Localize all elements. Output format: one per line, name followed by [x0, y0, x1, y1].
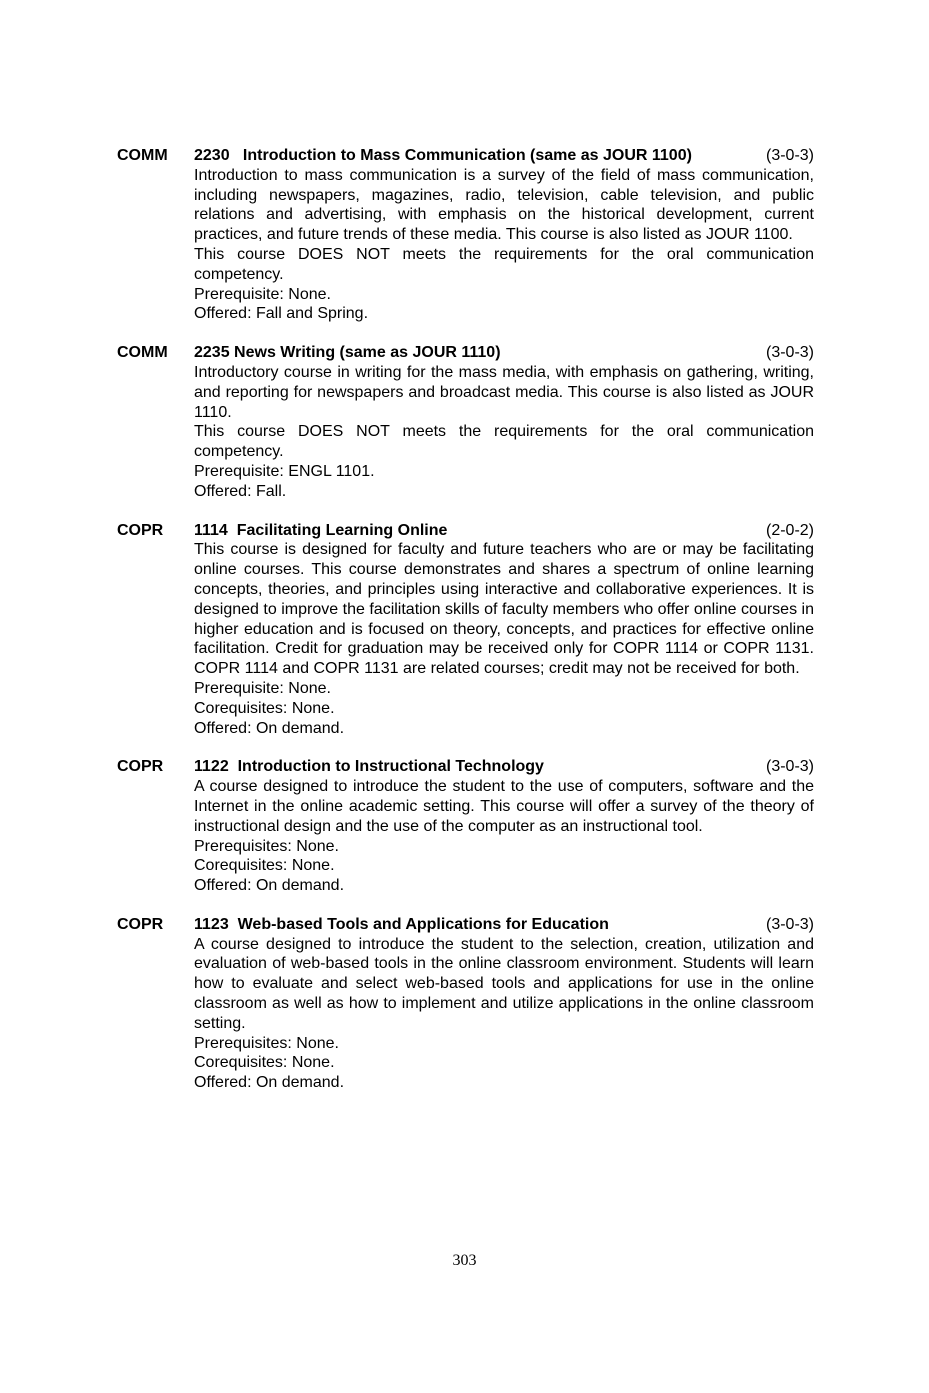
course-prefix: COPR	[117, 758, 164, 776]
course-offered: Offered: On demand.	[194, 1074, 345, 1092]
course-corequisite: Corequisites: None.	[194, 699, 335, 717]
course-title: 1114 Facilitating Learning Online	[194, 521, 448, 539]
course-credits: (3-0-3)	[765, 147, 814, 164]
course-prefix: COPR	[117, 915, 164, 933]
course-body	[194, 146, 814, 324]
course-entry	[117, 146, 814, 324]
course-offered: Offered: Fall and Spring.	[194, 305, 369, 323]
course-prerequisite: Prerequisites: None.	[194, 1034, 339, 1052]
course-note: This course DOES NOT meets the requirements for the oral communication competency.	[194, 245, 814, 283]
course-entry	[117, 915, 814, 1093]
course-header	[194, 915, 814, 935]
course-offered: Offered: On demand.	[194, 719, 345, 737]
course-prerequisite: Prerequisite: ENGL 1101.	[194, 462, 375, 480]
course-description: Introductory course in writing for the mass media, with emphasis on gathering, writing, and reporting for newspapers and broadcast media. This course is also listed as JOUR 1110.	[194, 363, 814, 421]
course-header	[194, 146, 814, 166]
course-header	[194, 343, 814, 363]
course-description: Introduction to mass communication is a survey of the field of mass communication, including newspapers, magazines, radio, television, cable television, and public relations and advertising, with emphasis on the historical development, current practices, and future trends of these media. This course is also listed as JOUR 1100.	[194, 166, 814, 244]
course-body	[194, 343, 814, 501]
course-corequisite: Corequisites: None.	[194, 1054, 335, 1072]
course-title: 1123 Web-based Tools and Applications for Education	[194, 915, 609, 933]
course-body	[194, 757, 814, 896]
course-corequisite: Corequisites: None.	[194, 857, 335, 875]
course-header	[194, 521, 814, 541]
course-title: 1122 Introduction to Instructional Technology	[194, 758, 544, 776]
course-prerequisite: Prerequisites: None.	[194, 837, 339, 855]
course-title: 2230 Introduction to Mass Communication (same as JOUR 1100)	[194, 147, 692, 164]
course-entry	[117, 343, 814, 501]
course-note: This course DOES NOT meets the requirements for the oral communication competency.	[194, 423, 814, 461]
course-prerequisite: Prerequisite: None.	[194, 679, 331, 697]
course-description: A course designed to introduce the student to the selection, creation, utilization and evaluation of web-based tools in the online classroom environment. Students will learn how to evaluate and select web-based tools and applications for use in the online classroom as well as how to implement and utilize applications in the online classroom setting.	[194, 935, 814, 1032]
course-credits: (3-0-3)	[765, 758, 814, 776]
course-credits: (3-0-3)	[765, 344, 814, 362]
course-body	[194, 915, 814, 1093]
page-number: 303	[452, 1252, 477, 1269]
course-credits: (2-0-2)	[765, 521, 814, 539]
course-entry	[117, 757, 814, 896]
course-title: 2235 News Writing (same as JOUR 1110)	[194, 344, 501, 362]
course-entry	[117, 521, 814, 739]
course-header	[194, 757, 814, 777]
course-prefix: COPR	[117, 521, 164, 539]
course-description: This course is designed for faculty and future teachers who are or may be facilitating online courses. This course demonstrates and shares a spectrum of online learning concepts, theories, and principles using interactive and collaborative experiences. It is designed to improve the facilitation skills of faculty members who offer online courses in higher education and is focused on theory, concepts, and practices for effective online facilitation. Credit for graduation may be received only for COPR 1114 or COPR 1131. COPR 1114 and COPR 1131 are related courses; credit may not be received for both.	[194, 541, 814, 678]
course-list	[117, 146, 814, 1112]
course-body	[194, 521, 814, 739]
course-offered: Offered: On demand.	[194, 877, 345, 895]
course-prerequisite: Prerequisite: None.	[194, 285, 331, 303]
course-offered: Offered: Fall.	[194, 482, 287, 500]
course-prefix: COMM	[117, 344, 168, 362]
course-credits: (3-0-3)	[765, 915, 814, 933]
course-description: A course designed to introduce the student to the use of computers, software and the Internet in the online academic setting. This course will offer a survey of the theory of instructional design and the use of the computer as an instructional tool.	[194, 778, 814, 835]
course-prefix: COMM	[117, 147, 168, 164]
